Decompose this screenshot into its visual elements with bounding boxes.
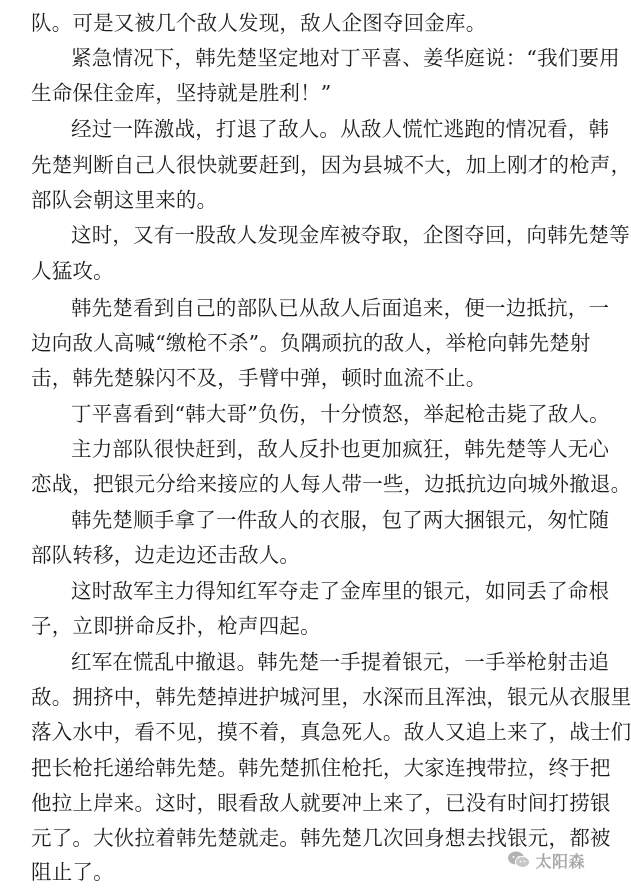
text-line: 丁平喜看到“韩大哥”负伤，十分愤怒，举起枪击毙了敌人。 xyxy=(71,402,610,426)
text-line: 恋战，把银元分给来接应的人每人带一些，边抵抗边向城外撤退。 xyxy=(31,472,631,496)
text-line: 生命保住金库，坚持就是胜利！” xyxy=(31,81,332,105)
text-line: 子，立即拼命反扑，枪声四起。 xyxy=(31,614,321,638)
text-line: 韩先楚顺手拿了一件敌人的衣服，包了两大捆银元，匆忙随 xyxy=(71,508,610,532)
text-line: 元了。大伙拉着韩先楚就走。韩先楚几次回身想去找银元，都被 xyxy=(31,826,611,850)
text-line: 队。可是又被几个敌人发现，敌人企图夺回金库。 xyxy=(31,11,487,35)
watermark-text: 太阳森 xyxy=(535,851,585,871)
text-line: 部队会朝这里来的。 xyxy=(31,188,218,212)
text-line: 紧急情况下，韩先楚坚定地对丁平喜、姜华庭说：“我们要用 xyxy=(71,46,620,70)
text-line: 击，韩先楚躲闪不及，手臂中弹，顿时血流不止。 xyxy=(31,366,487,390)
text-line: 先楚判断自己人很快就要赶到，因为县城不大，加上刚才的枪声， xyxy=(31,153,631,177)
text-line: 经过一阵激战，打退了敌人。从敌人慌忙逃跑的情况看，韩 xyxy=(71,117,610,141)
text-line: 红军在慌乱中撤退。韩先楚一手提着银元，一手举枪射击追 xyxy=(71,650,610,674)
text-line: 这时，又有一股敌人发现金库被夺取，企图夺回，向韩先楚等 xyxy=(71,223,630,247)
text-line: 边向敌人高喊“缴枪不杀”。负隅顽抗的敌人，举枪向韩先楚射 xyxy=(31,331,591,355)
watermark xyxy=(507,845,585,875)
text-line: 韩先楚看到自己的部队已从敌人后面追来，便一边抵抗，一 xyxy=(71,296,610,320)
text-line: 他拉上岸来。这时，眼看敌人就要冲上来了，已没有时间打捞银 xyxy=(31,791,611,815)
text-line: 落入水中，看不见，摸不着，真急死人。敌人又追上来了，战士们 xyxy=(31,720,631,744)
text-line: 部队转移，边走边还击敌人。 xyxy=(31,543,301,567)
text-line: 主力部队很快赶到，敌人反扑也更加疯狂，韩先楚等人无心 xyxy=(71,437,610,461)
text-line: 这时敌军主力得知红军夺走了金库里的银元，如同丢了命根 xyxy=(71,579,610,603)
text-line: 把长枪托递给韩先楚。韩先楚抓住枪托，大家连拽带拉，终于把 xyxy=(31,756,611,780)
text-line: 敌。拥挤中，韩先楚掉进护城河里，水深而且浑浊，银元从衣服里 xyxy=(31,685,631,709)
wechat-icon xyxy=(507,850,531,870)
text-line: 人猛攻。 xyxy=(31,259,114,283)
text-line: 阻止了。 xyxy=(31,860,114,884)
